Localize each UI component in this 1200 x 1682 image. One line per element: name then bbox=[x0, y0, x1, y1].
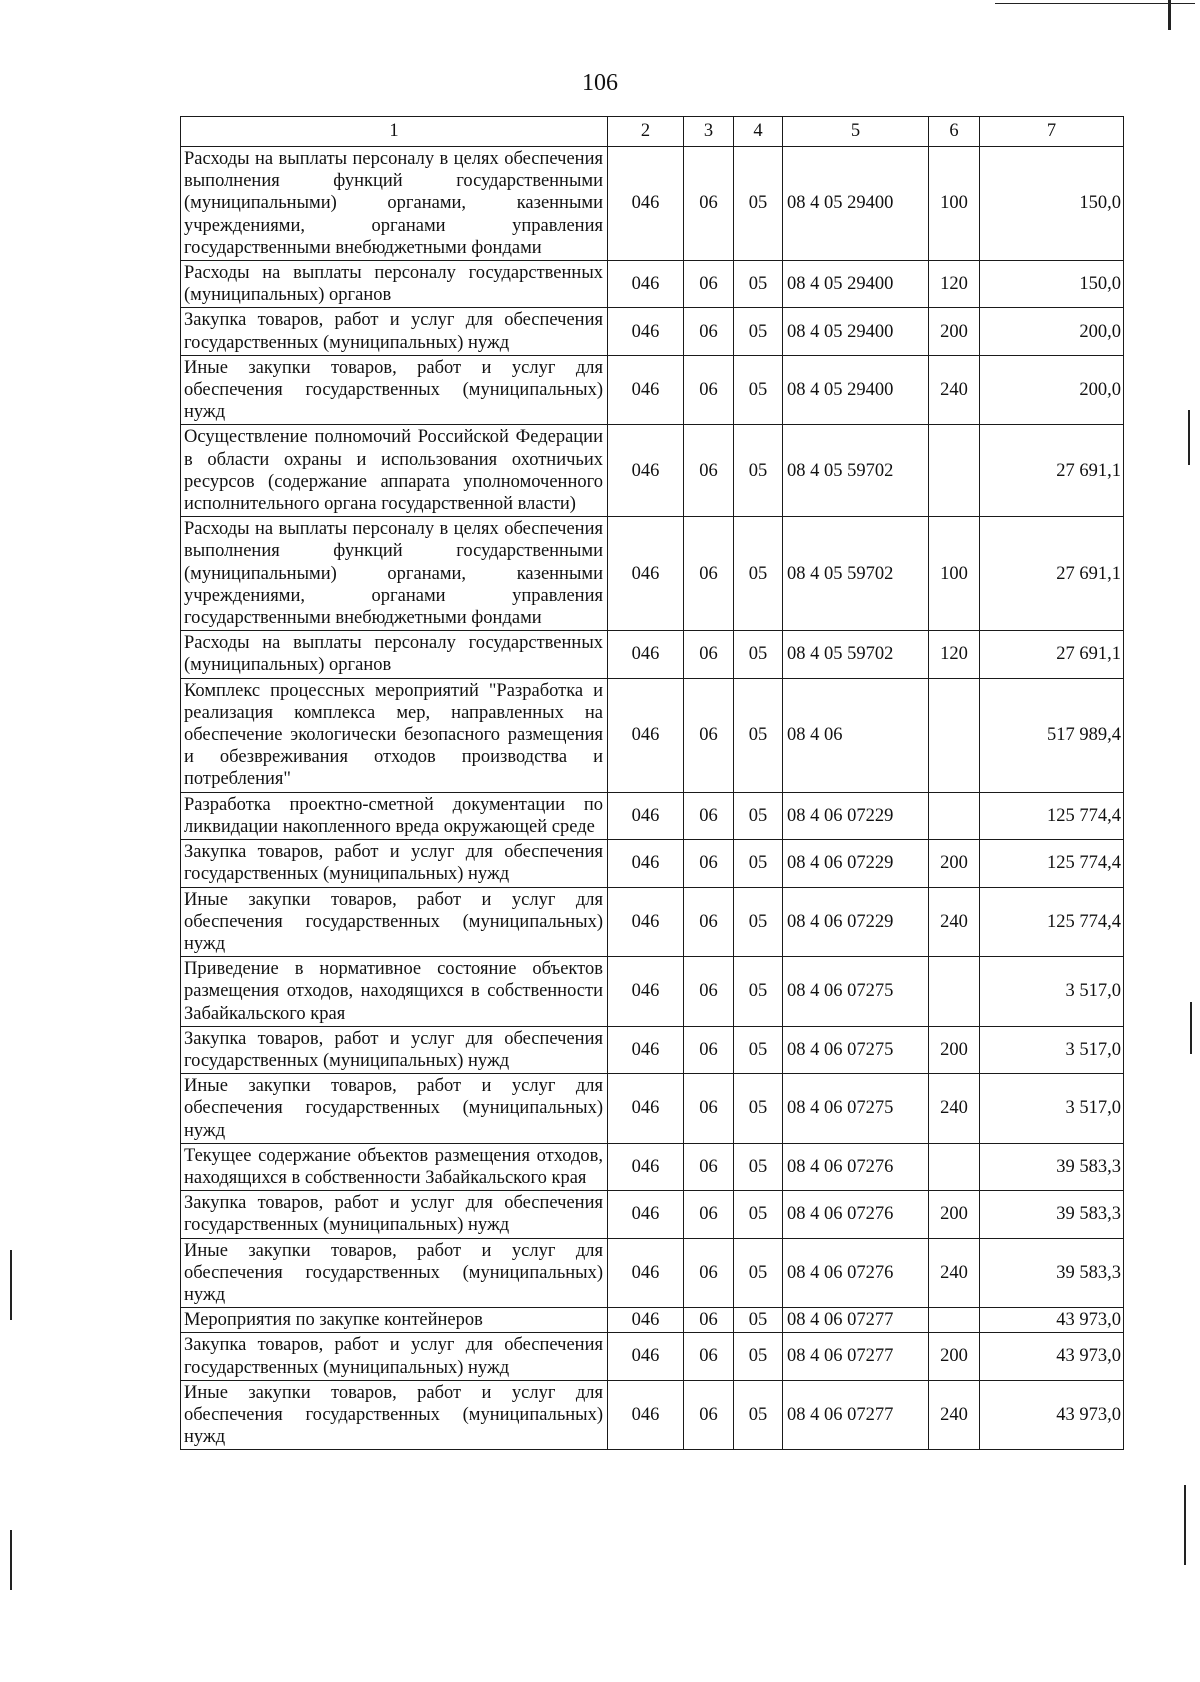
table-row bbox=[181, 887, 1124, 957]
expense-type-cell bbox=[929, 957, 980, 1027]
target-article-cell: 08 4 06 bbox=[783, 678, 929, 792]
expense-type-cell: 200 bbox=[929, 308, 980, 355]
amount-cell: 125 774,4 bbox=[980, 887, 1124, 957]
section-code-cell: 06 bbox=[684, 261, 734, 308]
section-code-cell: 06 bbox=[684, 1380, 734, 1450]
target-article-cell: 08 4 05 29400 bbox=[783, 355, 929, 425]
amount-cell: 43 973,0 bbox=[980, 1333, 1124, 1380]
column-header-2: 2 bbox=[608, 117, 684, 147]
scan-edge-mark-right-2 bbox=[1190, 1002, 1192, 1054]
amount-cell: 3 517,0 bbox=[980, 1026, 1124, 1073]
section-code-cell: 06 bbox=[684, 517, 734, 631]
ministry-code-cell: 046 bbox=[608, 887, 684, 957]
amount-cell: 27 691,1 bbox=[980, 517, 1124, 631]
subsection-code-cell: 05 bbox=[734, 1308, 783, 1333]
expense-type-cell: 100 bbox=[929, 147, 980, 261]
ministry-code-cell: 046 bbox=[608, 308, 684, 355]
target-article-cell: 08 4 05 59702 bbox=[783, 517, 929, 631]
row-name-cell: Иные закупки товаров, работ и услуг для обеспечения государственных (муниципальных) нужд bbox=[181, 887, 608, 957]
section-code-cell: 06 bbox=[684, 147, 734, 261]
section-code-cell: 06 bbox=[684, 631, 734, 678]
column-header-4: 4 bbox=[734, 117, 783, 147]
column-header-1: 1 bbox=[181, 117, 608, 147]
row-name-cell: Приведение в нормативное состояние объектов размещения отходов, находящихся в собственности Забайкальского края bbox=[181, 957, 608, 1027]
amount-cell: 3 517,0 bbox=[980, 1074, 1124, 1144]
column-header-3: 3 bbox=[684, 117, 734, 147]
section-code-cell: 06 bbox=[684, 1143, 734, 1190]
section-code-cell: 06 bbox=[684, 678, 734, 792]
subsection-code-cell: 05 bbox=[734, 1143, 783, 1190]
ministry-code-cell: 046 bbox=[608, 147, 684, 261]
amount-cell: 39 583,3 bbox=[980, 1191, 1124, 1238]
ministry-code-cell: 046 bbox=[608, 355, 684, 425]
table-row bbox=[181, 1143, 1124, 1190]
row-name-cell: Закупка товаров, работ и услуг для обеспечения государственных (муниципальных) нужд bbox=[181, 1026, 608, 1073]
section-code-cell: 06 bbox=[684, 1238, 734, 1308]
table-body bbox=[181, 147, 1124, 1450]
scan-edge-mark-right-3 bbox=[1184, 1485, 1186, 1565]
scan-edge-mark-left-2 bbox=[10, 1530, 12, 1590]
expense-type-cell bbox=[929, 1308, 980, 1333]
subsection-code-cell: 05 bbox=[734, 957, 783, 1027]
target-article-cell: 08 4 06 07229 bbox=[783, 887, 929, 957]
expense-type-cell: 120 bbox=[929, 631, 980, 678]
expense-type-cell bbox=[929, 792, 980, 839]
target-article-cell: 08 4 06 07277 bbox=[783, 1380, 929, 1450]
row-name-cell: Иные закупки товаров, работ и услуг для обеспечения государственных (муниципальных) нужд bbox=[181, 1074, 608, 1144]
ministry-code-cell: 046 bbox=[608, 1238, 684, 1308]
amount-cell: 200,0 bbox=[980, 308, 1124, 355]
target-article-cell: 08 4 06 07275 bbox=[783, 1026, 929, 1073]
row-name-cell: Закупка товаров, работ и услуг для обеспечения государственных (муниципальных) нужд bbox=[181, 1191, 608, 1238]
table-row bbox=[181, 631, 1124, 678]
amount-cell: 517 989,4 bbox=[980, 678, 1124, 792]
table-row bbox=[181, 1026, 1124, 1073]
target-article-cell: 08 4 06 07275 bbox=[783, 1074, 929, 1144]
target-article-cell: 08 4 05 59702 bbox=[783, 425, 929, 517]
subsection-code-cell: 05 bbox=[734, 1238, 783, 1308]
section-code-cell: 06 bbox=[684, 792, 734, 839]
section-code-cell: 06 bbox=[684, 1333, 734, 1380]
scan-edge-mark-top-right bbox=[1168, 0, 1171, 30]
amount-cell: 150,0 bbox=[980, 147, 1124, 261]
budget-table bbox=[180, 116, 1124, 1450]
column-header-5: 5 bbox=[783, 117, 929, 147]
subsection-code-cell: 05 bbox=[734, 887, 783, 957]
expense-type-cell: 240 bbox=[929, 887, 980, 957]
section-code-cell: 06 bbox=[684, 355, 734, 425]
expense-type-cell bbox=[929, 1143, 980, 1190]
row-name-cell: Текущее содержание объектов размещения отходов, находящихся в собственности Забайкальского края bbox=[181, 1143, 608, 1190]
amount-cell: 150,0 bbox=[980, 261, 1124, 308]
ministry-code-cell: 046 bbox=[608, 792, 684, 839]
subsection-code-cell: 05 bbox=[734, 1333, 783, 1380]
subsection-code-cell: 05 bbox=[734, 147, 783, 261]
row-name-cell: Иные закупки товаров, работ и услуг для обеспечения государственных (муниципальных) нужд bbox=[181, 355, 608, 425]
row-name-cell: Мероприятия по закупке контейнеров bbox=[181, 1308, 608, 1333]
expense-type-cell bbox=[929, 425, 980, 517]
row-name-cell: Закупка товаров, работ и услуг для обеспечения государственных (муниципальных) нужд bbox=[181, 1333, 608, 1380]
ministry-code-cell: 046 bbox=[608, 957, 684, 1027]
expense-type-cell: 200 bbox=[929, 1191, 980, 1238]
row-name-cell: Расходы на выплаты персоналу государственных (муниципальных) органов bbox=[181, 631, 608, 678]
section-code-cell: 06 bbox=[684, 308, 734, 355]
table-row bbox=[181, 261, 1124, 308]
column-header-6: 6 bbox=[929, 117, 980, 147]
subsection-code-cell: 05 bbox=[734, 308, 783, 355]
amount-cell: 125 774,4 bbox=[980, 840, 1124, 887]
row-name-cell: Иные закупки товаров, работ и услуг для обеспечения государственных (муниципальных) нужд bbox=[181, 1238, 608, 1308]
target-article-cell: 08 4 06 07277 bbox=[783, 1333, 929, 1380]
section-code-cell: 06 bbox=[684, 1074, 734, 1144]
scan-edge-mark-right-1 bbox=[1188, 410, 1190, 465]
scan-edge-line-top bbox=[995, 3, 1195, 4]
table-row bbox=[181, 840, 1124, 887]
target-article-cell: 08 4 06 07275 bbox=[783, 957, 929, 1027]
target-article-cell: 08 4 05 29400 bbox=[783, 261, 929, 308]
ministry-code-cell: 046 bbox=[608, 1308, 684, 1333]
expense-type-cell: 240 bbox=[929, 1238, 980, 1308]
table-row bbox=[181, 1238, 1124, 1308]
subsection-code-cell: 05 bbox=[734, 1380, 783, 1450]
subsection-code-cell: 05 bbox=[734, 1191, 783, 1238]
scan-edge-mark-left-1 bbox=[10, 1250, 12, 1320]
row-name-cell: Иные закупки товаров, работ и услуг для обеспечения государственных (муниципальных) нужд bbox=[181, 1380, 608, 1450]
expense-type-cell: 240 bbox=[929, 1074, 980, 1144]
section-code-cell: 06 bbox=[684, 1191, 734, 1238]
ministry-code-cell: 046 bbox=[608, 261, 684, 308]
section-code-cell: 06 bbox=[684, 1308, 734, 1333]
amount-cell: 125 774,4 bbox=[980, 792, 1124, 839]
row-name-cell: Разработка проектно-сметной документации по ликвидации накопленного вреда окружающей среде bbox=[181, 792, 608, 839]
ministry-code-cell: 046 bbox=[608, 1191, 684, 1238]
expense-type-cell: 200 bbox=[929, 840, 980, 887]
row-name-cell: Расходы на выплаты персоналу в целях обеспечения выполнения функций государственными (муниципальными) органами, казенными учреждениями, органами управления государственными внебюджетными фондами bbox=[181, 517, 608, 631]
amount-cell: 43 973,0 bbox=[980, 1308, 1124, 1333]
table-row bbox=[181, 355, 1124, 425]
table-row bbox=[181, 308, 1124, 355]
table-row bbox=[181, 147, 1124, 261]
subsection-code-cell: 05 bbox=[734, 631, 783, 678]
ministry-code-cell: 046 bbox=[608, 1074, 684, 1144]
subsection-code-cell: 05 bbox=[734, 1074, 783, 1144]
subsection-code-cell: 05 bbox=[734, 840, 783, 887]
expense-type-cell: 100 bbox=[929, 517, 980, 631]
section-code-cell: 06 bbox=[684, 840, 734, 887]
amount-cell: 27 691,1 bbox=[980, 425, 1124, 517]
subsection-code-cell: 05 bbox=[734, 425, 783, 517]
subsection-code-cell: 05 bbox=[734, 517, 783, 631]
table-row bbox=[181, 1308, 1124, 1333]
target-article-cell: 08 4 06 07229 bbox=[783, 840, 929, 887]
row-name-cell: Осуществление полномочий Российской Федерации в области охраны и использования охотничьих ресурсов (содержание аппарата уполномоченного исполнительного органа государственной власти) bbox=[181, 425, 608, 517]
page-number: 106 bbox=[582, 70, 618, 96]
column-header-7: 7 bbox=[980, 117, 1124, 147]
ministry-code-cell: 046 bbox=[608, 517, 684, 631]
expense-type-cell: 240 bbox=[929, 355, 980, 425]
ministry-code-cell: 046 bbox=[608, 1333, 684, 1380]
ministry-code-cell: 046 bbox=[608, 425, 684, 517]
section-code-cell: 06 bbox=[684, 957, 734, 1027]
amount-cell: 3 517,0 bbox=[980, 957, 1124, 1027]
section-code-cell: 06 bbox=[684, 887, 734, 957]
table-row bbox=[181, 1191, 1124, 1238]
expense-type-cell bbox=[929, 678, 980, 792]
ministry-code-cell: 046 bbox=[608, 1143, 684, 1190]
row-name-cell: Закупка товаров, работ и услуг для обеспечения государственных (муниципальных) нужд bbox=[181, 840, 608, 887]
row-name-cell: Комплекс процессных мероприятий "Разработка и реализация комплекса мер, направленных на обеспечение экологически безопасного размещения и обезвреживания отходов производства и потребления" bbox=[181, 678, 608, 792]
subsection-code-cell: 05 bbox=[734, 1026, 783, 1073]
target-article-cell: 08 4 06 07229 bbox=[783, 792, 929, 839]
subsection-code-cell: 05 bbox=[734, 261, 783, 308]
subsection-code-cell: 05 bbox=[734, 678, 783, 792]
target-article-cell: 08 4 06 07277 bbox=[783, 1308, 929, 1333]
target-article-cell: 08 4 06 07276 bbox=[783, 1238, 929, 1308]
target-article-cell: 08 4 05 29400 bbox=[783, 147, 929, 261]
row-name-cell: Закупка товаров, работ и услуг для обеспечения государственных (муниципальных) нужд bbox=[181, 308, 608, 355]
table-row bbox=[181, 792, 1124, 839]
ministry-code-cell: 046 bbox=[608, 1026, 684, 1073]
target-article-cell: 08 4 06 07276 bbox=[783, 1143, 929, 1190]
ministry-code-cell: 046 bbox=[608, 631, 684, 678]
table-row bbox=[181, 957, 1124, 1027]
table-row bbox=[181, 517, 1124, 631]
table-row bbox=[181, 1074, 1124, 1144]
row-name-cell: Расходы на выплаты персоналу государственных (муниципальных) органов bbox=[181, 261, 608, 308]
amount-cell: 200,0 bbox=[980, 355, 1124, 425]
amount-cell: 39 583,3 bbox=[980, 1238, 1124, 1308]
expense-type-cell: 200 bbox=[929, 1026, 980, 1073]
amount-cell: 27 691,1 bbox=[980, 631, 1124, 678]
table-row bbox=[181, 1380, 1124, 1450]
target-article-cell: 08 4 06 07276 bbox=[783, 1191, 929, 1238]
table-row bbox=[181, 425, 1124, 517]
expense-type-cell: 240 bbox=[929, 1380, 980, 1450]
ministry-code-cell: 046 bbox=[608, 678, 684, 792]
subsection-code-cell: 05 bbox=[734, 355, 783, 425]
expense-type-cell: 200 bbox=[929, 1333, 980, 1380]
expense-type-cell: 120 bbox=[929, 261, 980, 308]
subsection-code-cell: 05 bbox=[734, 792, 783, 839]
ministry-code-cell: 046 bbox=[608, 1380, 684, 1450]
ministry-code-cell: 046 bbox=[608, 840, 684, 887]
amount-cell: 39 583,3 bbox=[980, 1143, 1124, 1190]
table-header-row bbox=[181, 117, 1124, 147]
table-row bbox=[181, 678, 1124, 792]
amount-cell: 43 973,0 bbox=[980, 1380, 1124, 1450]
row-name-cell: Расходы на выплаты персоналу в целях обеспечения выполнения функций государственными (муниципальными) органами, казенными учреждениями, органами управления государственными внебюджетными фондами bbox=[181, 147, 608, 261]
section-code-cell: 06 bbox=[684, 425, 734, 517]
section-code-cell: 06 bbox=[684, 1026, 734, 1073]
target-article-cell: 08 4 05 59702 bbox=[783, 631, 929, 678]
target-article-cell: 08 4 05 29400 bbox=[783, 308, 929, 355]
table-row bbox=[181, 1333, 1124, 1380]
